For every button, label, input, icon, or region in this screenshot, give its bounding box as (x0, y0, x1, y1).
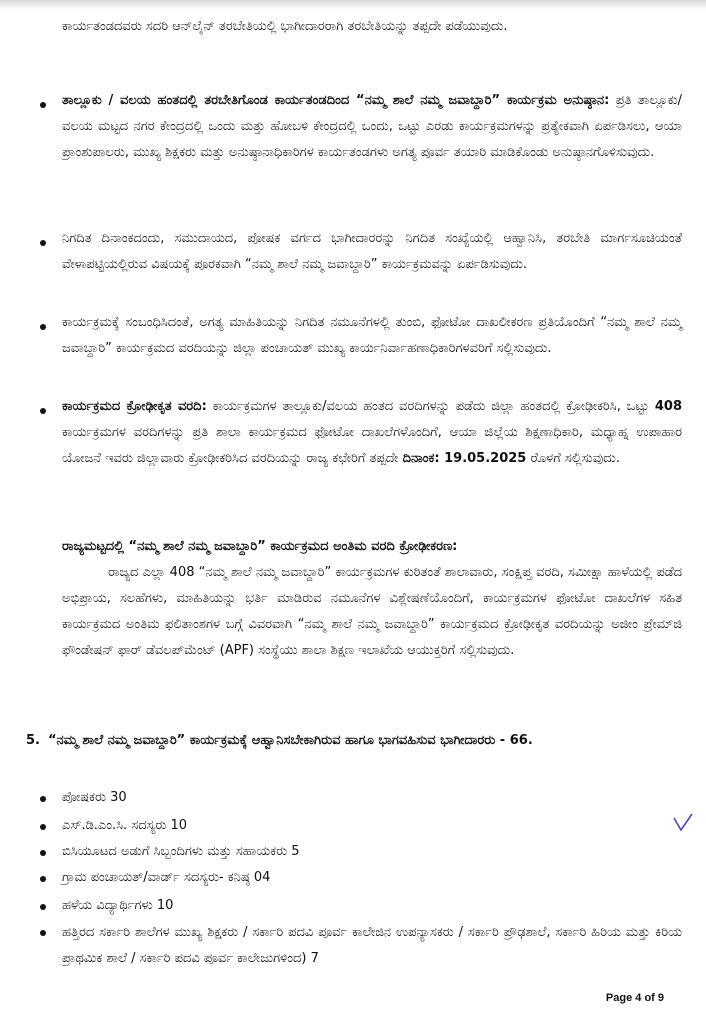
deadline-date: ದಿನಾಂಕ: 19.05.2025 (402, 451, 527, 466)
bullet-implementation-heading: ತಾಲ್ಲೂಕು / ವಲಯ ಹಂತದಲ್ಲಿ ತರಬೇತಿಗೊಂಡ ಕಾರ್ಯತಂಡದಿಂದ “ನಮ್ಮ ಶಾಲೆ ನಮ್ಮ ಜವಾಬ್ದಾರಿ” ಕಾರ್ಯಕ್ರಮ ಅನುಷ್ಠಾನ: (62, 93, 610, 108)
section-number: 5. (26, 733, 40, 748)
consolidated-report-text-b: ಕಾರ್ಯಕ್ರಮಗಳ ವರದಿಗಳನ್ನು ಪ್ರತಿ ಶಾಲಾ ಕಾರ್ಯಕ್ರಮದ ಫೋಟೋ ದಾಖಲೆಗಳೊಂದಿಗೆ, ಆಯಾ ಜಿಲ್ಲೆಯ ಶಿಕ್ಷಣಾಧಿಕಾರಿ, ಮಧ್ಯಾಹ್ನ ಉಪಾಹಾರ ಯೋಜನೆ ಇವರು ಜಿಲ್ಲಾವಾರು ಕ್ರೋಢೀಕರಿಸಿದ ವರದಿಯನ್ನು ರಾಜ್ಯ ಕಛೇರಿಗೆ ತಪ್ಪದೇ (62, 425, 682, 466)
bullet-dot (40, 824, 46, 830)
participant-item: ಹತ್ತಿರದ ಸರ್ಕಾರಿ ಶಾಲೆಗಳ ಮುಖ್ಯ ಶಿಕ್ಷಕರು / ಸರ್ಕಾರಿ ಪದವಿ ಪೂರ್ವ ಕಾಲೇಜಿನ ಉಪನ್ಯಾಸಕರು / ಸರ್ಕಾರಿ ಪ್ರೌಢಶಾಲೆ, ಸರ್ಕಾರಿ ಹಿರಿಯ ಮತ್ತು ಕಿರಿಯ ಪ್ರಾಥಮಿಕ ಶಾಲೆ / ಸರ್ಕಾರಿ ಪದವಿ ಪೂರ್ವ ಕಾಲೇಜುಗಳಿಂದ) 7 (62, 925, 682, 966)
participant-item: ಹಳೆಯ ವಿದ್ಯಾರ್ಥಿಗಳು 10 (62, 898, 174, 913)
bullet-dot (40, 876, 46, 882)
bullet-dot (40, 930, 46, 936)
bullet-consolidated-report (62, 394, 682, 472)
bullet-dot (40, 408, 46, 414)
bullet-implementation (62, 88, 682, 166)
program-count: 408 (654, 399, 682, 414)
state-report-heading: ರಾಜ್ಯಮಟ್ಟದಲ್ಲಿ “ನಮ್ಮ ಶಾಲೆ ನಮ್ಮ ಜವಾಬ್ದಾರಿ” ಕಾರ್ಯಕ್ರಮದ ಅಂತಿಮ ವರದಿ ಕ್ರೋಢೀಕರಣ: (62, 539, 458, 554)
bullet-dot (40, 240, 46, 246)
consolidated-report-heading: ಕಾರ್ಯಕ್ರಮದ ಕ್ರೋಢೀಕೃತ ವರದಿ: (62, 399, 207, 414)
participant-item: ಎಸ್.ಡಿ.ಎಂ.ಸಿ. ಸದಸ್ಯರು 10 (62, 818, 188, 833)
check-mark-icon (672, 812, 694, 834)
bullet-report-submission: ಕಾರ್ಯಕ್ರಮಕ್ಕೆ ಸಂಬಂಧಿಸಿದಂತೆ, ಅಗತ್ಯ ಮಾಹಿತಿಯನ್ನು ನಿಗದಿತ ನಮೂನೆಗಳಲ್ಲಿ ತುಂಬಿ, ಫೋಟೋ ದಾಖಲೀಕರಣ ಪ್ರತಿಯೊಂದಿಗೆ “ನಮ್ಮ ಶಾಲೆ ನಮ್ಮ ಜವಾಬ್ದಾರಿ” ಕಾರ್ಯಕ್ರಮದ ವರದಿಯನ್ನು ಜಿಲ್ಲಾ ಪಂಚಾಯತ್ ಮುಖ್ಯ ಕಾರ್ಯನಿರ್ವಾಹಣಾಧಿಕಾರಿಗಳವರಿಗೆ ಸಲ್ಲಿಸುವುದು. (62, 315, 682, 356)
bullet-dot (40, 904, 46, 910)
participant-item: ಬಿಸಿಯೂಟದ ಅಡುಗೆ ಸಿಬ್ಬಂದಿಗಳು ಮತ್ತು ಸಹಾಯಕರು 5 (62, 844, 300, 859)
consolidated-report-text-c: ರೊಳಗೆ ಸಲ್ಲಿಸುವುದು. (526, 451, 620, 466)
bullet-invitation: ನಿಗದಿತ ದಿನಾಂಕದಂದು, ಸಮುದಾಯದ, ಪೋಷಕ ವರ್ಗದ ಭಾಗೀದಾರರನ್ನು ನಿಗದಿತ ಸಂಖ್ಯೆಯಲ್ಲಿ ಆಹ್ವಾನಿಸಿ, ತರಬೇತಿ ಮಾರ್ಗಸೂಚಿಯಂತೆ ವೇಳಾಪಟ್ಟಿಯಲ್ಲಿರುವ ವಿಷಯಕ್ಕೆ ಪೂರಕವಾಗಿ “ನಮ್ಮ ಶಾಲೆ ನಮ್ಮ ಜವಾಬ್ದಾರಿ” ಕಾರ್ಯಕ್ರಮವನ್ನು ಏರ್ಪಡಿಸುವುದು. (62, 231, 682, 272)
intro-paragraph: ಕಾರ್ಯತಂಡದವರು ಸದರಿ ಆನ್‌ಲೈನ್ ತರಬೇತಿಯಲ್ಲಿ ಭಾಗೀದಾರರಾಗಿ ತರಬೇತಿಯನ್ನು ತಪ್ಪದೇ ಪಡೆಯುವುದು. (62, 19, 508, 34)
section-heading: “ನಮ್ಮ ಶಾಲೆ ನಮ್ಮ ಜವಾಬ್ದಾರಿ” ಕಾರ್ಯಕ್ರಮಕ್ಕೆ ಆಹ್ವಾನಿಸಬೇಕಾಗಿರುವ ಹಾಗೂ ಭಾಗವಹಿಸುವ ಭಾಗೀದಾರರು - 66. (48, 733, 533, 748)
bullet-dot (40, 796, 46, 802)
bullet-dot (40, 324, 46, 330)
bullet-dot (40, 850, 46, 856)
scan-shadow (0, 0, 706, 10)
consolidated-report-text-a: ಕಾರ್ಯಕ್ರಮಗಳ ತಾಲ್ಲೂಕು/ವಲಯ ಹಂತದ ವರದಿಗಳನ್ನು ಪಡೆದು ಜಿಲ್ಲಾ ಹಂತದಲ್ಲಿ ಕ್ರೋಢೀಕರಿಸಿ, ಒಟ್ಟು (206, 399, 655, 414)
page-number: Page 4 of 9 (605, 992, 664, 1004)
participant-item: ಪೋಷಕರು 30 (62, 790, 127, 805)
participant-item: ಗ್ರಾಮ ಪಂಚಾಯತ್/ವಾರ್ಡ್ ಸದಸ್ಯರು- ಕನಿಷ್ಠ 04 (62, 870, 271, 885)
state-report-text: ರಾಜ್ಯದ ಎಲ್ಲಾ 408 “ನಮ್ಮ ಶಾಲೆ ನಮ್ಮ ಜವಾಬ್ದಾರಿ” ಕಾರ್ಯಕ್ರಮಗಳ ಕುರಿತಂತೆ ಶಾಲಾವಾರು, ಸಂಕ್ಷಿಪ್ತ ವರದಿ, ಸಮೀಕ್ಷಾ ಹಾಳೆಯಲ್ಲಿ ಪಡೆದ ಅಭಿಪ್ರಾಯ, ಸಲಹೆಗಳು, ಮಾಹಿತಿಯನ್ನು ಭರ್ತಿ ಮಾಡಿರುವ ನಮೂನೆಗಳ ವಿಶ್ಲೇಷಣೆಯೊಂದಿಗೆ, ಕಾರ್ಯಕ್ರಮಗಳ ಫೋಟೋ ದಾಖಲೆಗಳ ಸಹಿತ ಕಾರ್ಯಕ್ರಮದ ಅಂತಿಮ ಫಲಿತಾಂಶಗಳ ಬಗ್ಗೆ ವಿವರವಾಗಿ “ನಮ್ಮ ಶಾಲೆ ನಮ್ಮ ಜವಾಬ್ದಾರಿ” ಕಾರ್ಯಕ್ರಮದ ಕ್ರೋಢೀಕೃತ ವರದಿಯನ್ನು ಅಜೀಂ ಪ್ರೇಮ್‌ಜಿ ಫೌಂಡೇಷನ್ ಫಾರ್ ಡೆವಲಪ್‌ಮೆಂಟ್ (APF) ಸಂಸ್ಥೆಯು ಶಾಲಾ ಶಿಕ್ಷಣ ಇಲಾಖೆಯ ಆಯುಕ್ತರಿಗೆ ಸಲ್ಲಿಸುವುದು. (62, 565, 682, 658)
bullet-dot (40, 102, 46, 108)
bullet-implementation-text: ಪ್ರತಿ ತಾಲ್ಲೂಕು/ವಲಯ ಮಟ್ಟದ ನಗರ ಕೇಂದ್ರದಲ್ಲಿ ಒಂದು ಮತ್ತು ಹೋಬಳಿ ಕೇಂದ್ರದಲ್ಲಿ ಒಂದು, ಒಟ್ಟು ಎರಡು ಕಾರ್ಯಕ್ರಮಗಳನ್ನು ಪ್ರತ್ಯೇಕವಾಗಿ ಏರ್ಪಡಿಸಲು, ಆಯಾ ಪ್ರಾಂಶುಪಾಲರು, ಮುಖ್ಯ ಶಿಕ್ಷಕರು ಮತ್ತು ಅನುಷ್ಠಾನಾಧಿಕಾರಿಗಳ ಕಾರ್ಯತಂಡಗಳು ಅಗತ್ಯ ಪೂರ್ವ ತಯಾರಿ ಮಾಡಿಕೊಂಡು ಅನುಷ್ಠಾನಗೊಳಿಸುವುದು. (62, 93, 682, 160)
